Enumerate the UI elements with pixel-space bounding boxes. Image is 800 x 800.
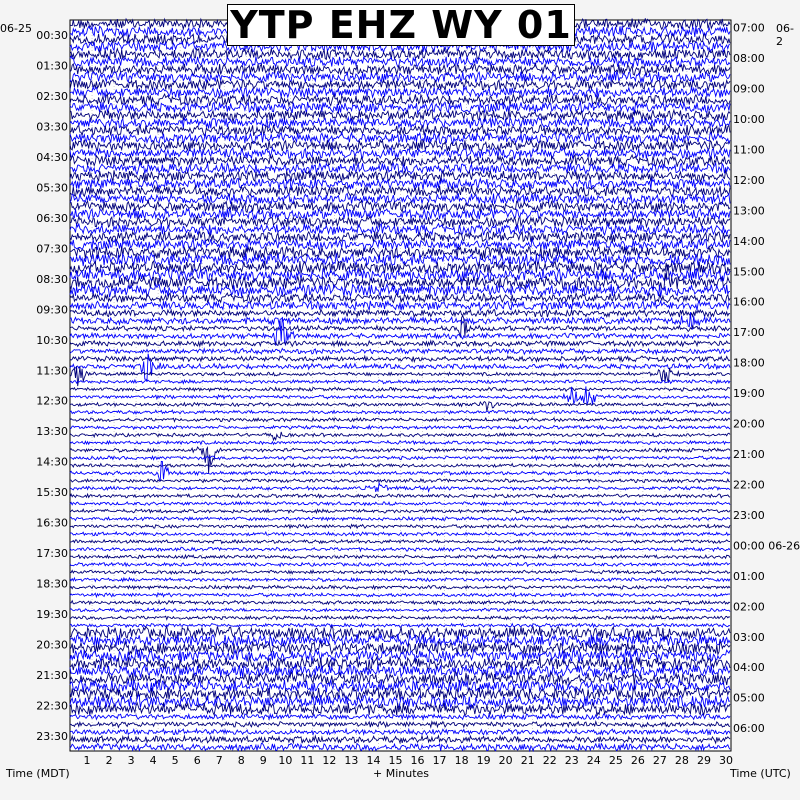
left-tick-label: 20:30 — [36, 638, 68, 652]
left-tick-label: 02:30 — [36, 90, 68, 104]
x-tick-label: 25 — [608, 754, 623, 767]
left-tick-label: 00:30 — [36, 29, 68, 43]
right-tick-label: 09:00 — [733, 82, 765, 96]
right-tick-label: 18:00 — [733, 356, 765, 370]
right-tick-label: 08:00 — [733, 52, 765, 66]
left-tick-label: 06:30 — [36, 211, 68, 225]
left-date: 06-25 — [0, 22, 32, 35]
x-tick-label: 21 — [520, 754, 535, 767]
right-tick-label: 03:00 — [733, 630, 765, 644]
x-tick-label: 14 — [366, 754, 381, 767]
left-tick-label: 13:30 — [36, 425, 68, 439]
right-tick-label: 07:00 — [733, 21, 765, 35]
left-tick-label: 08:30 — [36, 272, 68, 286]
right-tick-label: 00:00 06-26 — [733, 539, 800, 553]
x-tick-label: 30 — [719, 754, 733, 767]
right-tick-label: 12:00 — [733, 173, 765, 187]
right-tick-label: 04:00 — [733, 661, 765, 675]
x-tick-label: 22 — [542, 754, 557, 767]
left-tick-label: 03:30 — [36, 120, 68, 134]
right-tick-label: 14:00 — [733, 234, 765, 248]
left-tick-label: 12:30 — [36, 394, 68, 408]
x-tick-label: 15 — [388, 754, 403, 767]
left-tick-label: 14:30 — [36, 455, 68, 469]
left-tick-label: 18:30 — [36, 577, 68, 591]
left-tick-label: 21:30 — [36, 668, 68, 682]
left-tick-label: 10:30 — [36, 333, 68, 347]
x-tick-label: 17 — [432, 754, 447, 767]
right-tick-label: 23:00 — [733, 508, 765, 522]
left-tick-label: 17:30 — [36, 547, 68, 561]
right-tick-label: 20:00 — [733, 417, 765, 431]
x-tick-label: 26 — [630, 754, 645, 767]
right-tick-label: 02:00 — [733, 600, 765, 614]
x-tick-label: 23 — [564, 754, 579, 767]
x-tick-label: 16 — [410, 754, 425, 767]
x-tick-label: 3 — [127, 754, 135, 767]
x-tick-label: 20 — [498, 754, 513, 767]
x-tick-label: 18 — [454, 754, 469, 767]
x-tick-label: 13 — [344, 754, 359, 767]
chart-title: YTP EHZ WY 01 — [227, 4, 575, 46]
x-tick-label: 24 — [586, 754, 601, 767]
left-tick-label: 11:30 — [36, 364, 68, 378]
left-tick-label: 01:30 — [36, 59, 68, 73]
left-tick-label: 05:30 — [36, 181, 68, 195]
right-tick-label: 16:00 — [733, 295, 765, 309]
left-tick-label: 16:30 — [36, 516, 68, 530]
right-tick-label: 05:00 — [733, 691, 765, 705]
x-tick-label: 5 — [171, 754, 179, 767]
left-tick-label: 09:30 — [36, 303, 68, 317]
x-tick-label: 7 — [215, 754, 223, 767]
x-tick-label: 8 — [237, 754, 245, 767]
right-tick-label: 13:00 — [733, 204, 765, 218]
left-tick-label: 23:30 — [36, 729, 68, 743]
right-date-start: 06-2 — [776, 22, 794, 48]
right-tick-label: 22:00 — [733, 478, 765, 492]
x-tick-label: 29 — [696, 754, 711, 767]
x-tick-label: 27 — [652, 754, 667, 767]
x-tick-label: 6 — [193, 754, 201, 767]
x-tick-label: 2 — [105, 754, 113, 767]
x-tick-label: 12 — [322, 754, 337, 767]
right-tick-label: 10:00 — [733, 112, 765, 126]
x-tick-label: 11 — [300, 754, 315, 767]
right-axis-label: Time (UTC) — [730, 767, 791, 780]
left-tick-label: 15:30 — [36, 486, 68, 500]
right-tick-label: 11:00 — [733, 143, 765, 157]
x-tick-label: 9 — [259, 754, 267, 767]
right-tick-label: 21:00 — [733, 448, 765, 462]
right-tick-label: 15:00 — [733, 265, 765, 279]
left-tick-label: 04:30 — [36, 151, 68, 165]
right-tick-label: 19:00 — [733, 387, 765, 401]
left-axis-label: Time (MDT) — [6, 767, 70, 780]
x-axis-label: + Minutes — [373, 767, 430, 780]
right-tick-label: 17:00 — [733, 326, 765, 340]
x-tick-label: 28 — [674, 754, 689, 767]
x-tick-label: 4 — [149, 754, 157, 767]
right-tick-label: 01:00 — [733, 569, 765, 583]
left-tick-label: 07:30 — [36, 242, 68, 256]
x-tick-label: 19 — [476, 754, 491, 767]
x-tick-label: 10 — [278, 754, 293, 767]
left-tick-label: 19:30 — [36, 607, 68, 621]
right-tick-label: 06:00 — [733, 722, 765, 736]
left-tick-label: 22:30 — [36, 699, 68, 713]
x-tick-label: 1 — [83, 754, 91, 767]
